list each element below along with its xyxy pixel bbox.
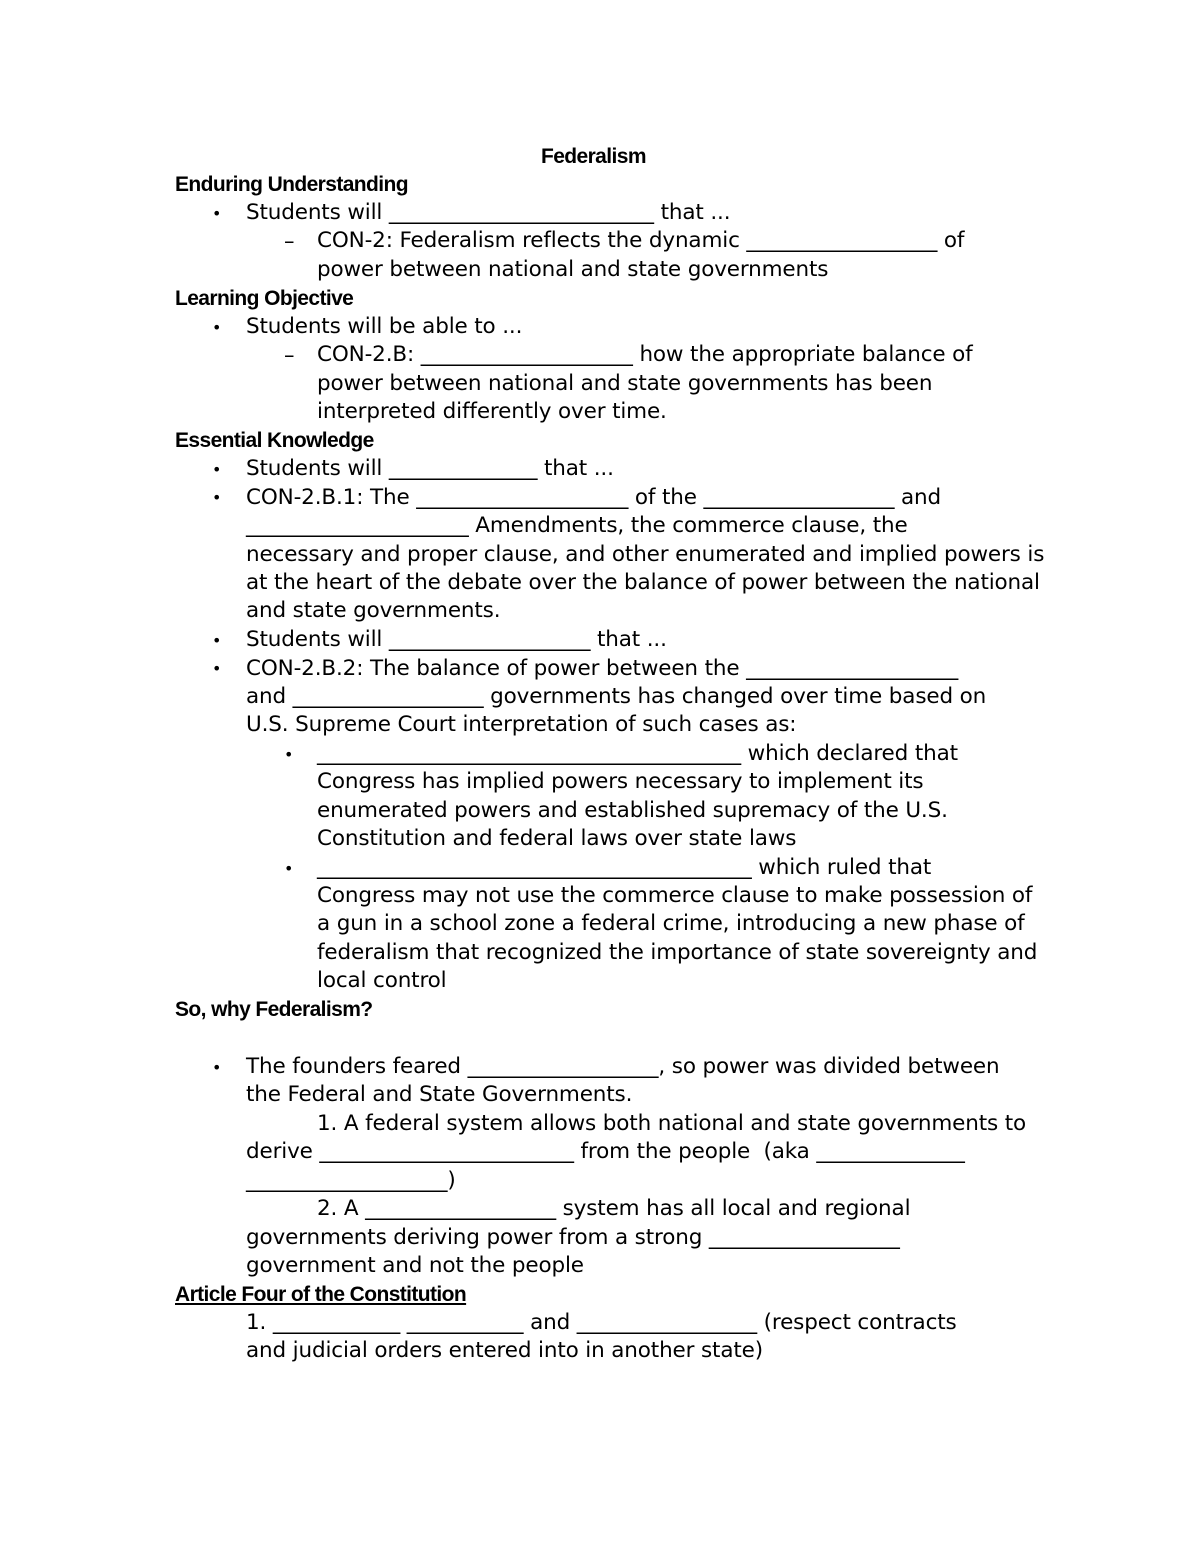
bullet-marker: • <box>212 204 222 223</box>
numbered-item-continuation: derive ________________________ from the people (aka ______________ <box>246 1139 965 1164</box>
list-item: CON-2.B.1: The ____________________ of the __________________ and <box>246 485 941 510</box>
list-item: Students will be able to ... <box>246 314 523 339</box>
section-heading-essential-knowledge: Essential Knowledge <box>175 429 374 452</box>
list-item-continuation: Constitution and federal laws over state laws <box>317 826 797 851</box>
list-item: The founders feared __________________, so power was divided between <box>246 1054 1000 1079</box>
list-item: _________________________________________ which ruled that <box>317 855 932 880</box>
list-item-continuation: necessary and proper clause, and other enumerated and implied powers is <box>246 542 1045 567</box>
list-item-continuation: power between national and state governments <box>317 257 829 282</box>
list-item-continuation: federalism that recognized the importance of state sovereignty and <box>317 940 1038 965</box>
list-item-continuation: and __________________ governments has changed over time based on <box>246 684 987 709</box>
numbered-item: 1. A federal system allows both national and state governments to <box>317 1111 1027 1136</box>
list-item: Students will ______________ that ... <box>246 456 614 481</box>
numbered-item-continuation: ___________________) <box>246 1168 456 1193</box>
list-item-continuation: local control <box>317 968 447 993</box>
bullet-marker: • <box>212 1058 222 1077</box>
list-item-continuation: Congress may not use the commerce clause to make possession of <box>317 883 1033 908</box>
numbered-item: 1. ____________ ___________ and _________________ (respect contracts <box>246 1310 957 1335</box>
page-title: Federalism <box>541 145 646 168</box>
list-item-continuation: enumerated powers and established supremacy of the U.S. <box>317 798 948 823</box>
list-item-continuation: and state governments. <box>246 598 501 623</box>
list-item: CON-2.B: ____________________ how the appropriate balance of <box>317 342 973 367</box>
list-item-continuation: Congress has implied powers necessary to implement its <box>317 769 924 794</box>
dash-marker: – <box>284 343 295 367</box>
list-item-continuation: at the heart of the debate over the balance of power between the national <box>246 570 1040 595</box>
list-item: Students will _________________________ that ... <box>246 200 731 225</box>
list-item: CON-2.B.2: The balance of power between the ____________________ <box>246 656 959 681</box>
numbered-item-continuation: and judicial orders entered into in another state) <box>246 1338 763 1363</box>
list-item-continuation: interpreted differently over time. <box>317 399 667 424</box>
bullet-marker: • <box>212 460 222 479</box>
list-item-continuation: the Federal and State Governments. <box>246 1082 633 1107</box>
bullet-marker: • <box>212 318 222 337</box>
numbered-item-continuation: governments deriving power from a strong __________________ <box>246 1225 900 1250</box>
list-item: CON-2: Federalism reflects the dynamic __________________ of <box>317 228 965 253</box>
list-item: ________________________________________ which declared that <box>317 741 958 766</box>
bullet-marker: • <box>212 488 222 507</box>
section-heading-learning-objective: Learning Objective <box>175 287 354 310</box>
dash-marker: – <box>284 229 295 253</box>
bullet-marker: • <box>212 659 222 678</box>
section-heading-enduring-understanding: Enduring Understanding <box>175 173 408 196</box>
list-item-continuation: power between national and state governments has been <box>317 371 933 396</box>
list-item: Students will ___________________ that ... <box>246 627 667 652</box>
list-item-continuation: U.S. Supreme Court interpretation of such cases as: <box>246 712 797 737</box>
bullet-marker: • <box>284 745 294 764</box>
bullet-marker: • <box>212 631 222 650</box>
section-heading-article-four: Article Four of the Constitution <box>175 1283 467 1306</box>
bullet-marker: • <box>284 859 294 878</box>
list-item-continuation: a gun in a school zone a federal crime, introducing a new phase of <box>317 911 1025 936</box>
numbered-item-continuation: government and not the people <box>246 1253 584 1278</box>
numbered-item: 2. A __________________ system has all local and regional <box>317 1196 911 1221</box>
list-item-continuation: _____________________ Amendments, the commerce clause, the <box>246 513 908 538</box>
section-heading-why-federalism: So, why Federalism? <box>175 998 373 1021</box>
